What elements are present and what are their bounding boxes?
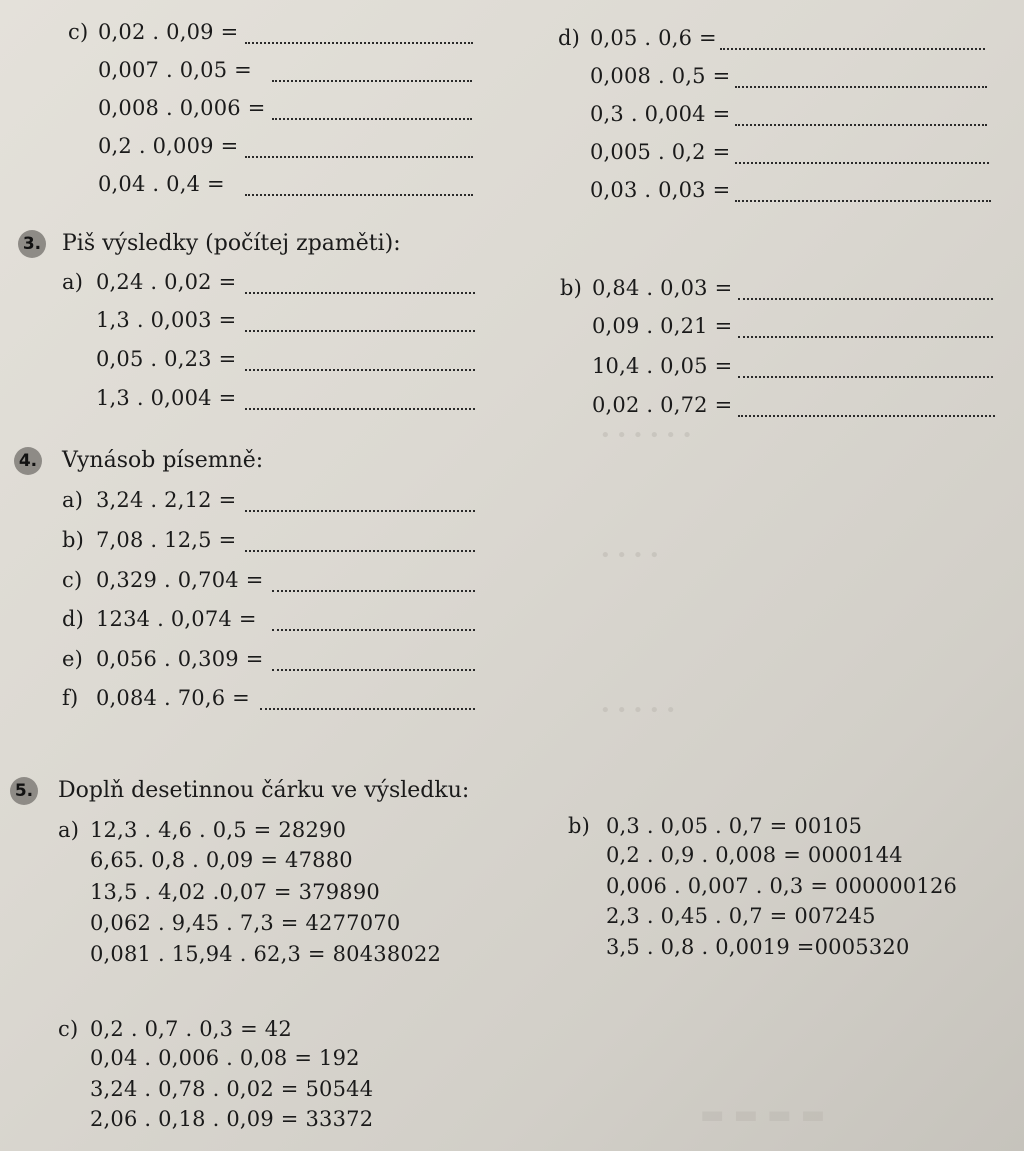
equation: 0,2 . 0,7 . 0,3 = 42 [90,1017,292,1041]
equation: 12,3 . 4,6 . 0,5 = 28290 [90,818,347,842]
answer-blank[interactable] [272,669,475,671]
equation: 13,5 . 4,02 .0,07 = 379890 [90,880,380,904]
part-b-label: b) [568,814,591,838]
problem: 0,005 . 0,2 = [590,140,731,164]
part-d-label: d) [558,26,581,50]
answer-blank[interactable] [272,590,475,592]
problem: 0,24 . 0,02 = [96,270,237,294]
problem: 0,007 . 0,05 = [98,58,252,82]
problem: 1234 . 0,074 = [96,607,257,631]
answer-blank[interactable] [245,369,475,371]
bleed-through-text: • • • • • [600,700,676,721]
answer-blank[interactable] [735,162,989,164]
answer-blank[interactable] [738,298,993,300]
exercise-title: Doplň desetinnou čárku ve výsledku: [58,778,470,803]
part-label: a) [62,488,84,512]
problem: 10,4 . 0,05 = [592,354,733,378]
answer-blank[interactable] [245,510,475,512]
part-label: e) [62,647,84,671]
problem: 0,3 . 0,004 = [590,102,731,126]
equation: 2,3 . 0,45 . 0,7 = 007245 [606,904,876,928]
answer-blank[interactable] [245,550,475,552]
bleed-through-text: • • • • • • [600,425,693,446]
part-label: f) [62,686,79,710]
problem: 1,3 . 0,003 = [96,308,237,332]
part-c-label: c) [58,1017,79,1041]
answer-blank[interactable] [245,292,475,294]
equation: 0,006 . 0,007 . 0,3 = 000000126 [606,874,958,898]
answer-blank[interactable] [245,42,473,44]
problem: 0,05 . 0,6 = [590,26,717,50]
problem: 0,329 . 0,704 = [96,568,264,592]
part-a-label: a) [62,270,84,294]
problem: 7,08 . 12,5 = [96,528,237,552]
exercise-number-badge: 3. [18,230,46,258]
problem: 0,02 . 0,72 = [592,393,733,417]
equation: 0,3 . 0,05 . 0,7 = 00105 [606,814,863,838]
problem: 0,03 . 0,03 = [590,178,731,202]
part-a-label: a) [58,818,80,842]
problem: 0,04 . 0,4 = [98,172,225,196]
answer-blank[interactable] [272,629,475,631]
answer-blank[interactable] [735,200,991,202]
equation: 2,06 . 0,18 . 0,09 = 33372 [90,1107,374,1131]
problem: 3,24 . 2,12 = [96,488,237,512]
exercise-title: Vynásob písemně: [62,448,264,473]
answer-blank[interactable] [738,376,993,378]
problem: 0,008 . 0,5 = [590,64,731,88]
equation: 0,04 . 0,006 . 0,08 = 192 [90,1046,360,1070]
answer-blank[interactable] [260,708,475,710]
part-b-label: b) [560,276,583,300]
part-label: d) [62,607,85,631]
problem: 0,084 . 70,6 = [96,686,250,710]
exercise-number-badge: 5. [10,777,38,805]
part-c-label: c) [68,20,89,44]
problem: 0,008 . 0,006 = [98,96,266,120]
problem: 0,09 . 0,21 = [592,314,733,338]
answer-blank[interactable] [245,408,475,410]
problem: 0,056 . 0,309 = [96,647,264,671]
bleed-through-text: ▬ ▬ ▬ ▬ [700,1100,826,1130]
answer-blank[interactable] [272,80,472,82]
answer-blank[interactable] [720,48,985,50]
exercise-title: Piš výsledky (počítej zpaměti): [62,231,401,256]
answer-blank[interactable] [245,330,475,332]
answer-blank[interactable] [735,124,987,126]
problem: 0,84 . 0,03 = [592,276,733,300]
answer-blank[interactable] [245,156,473,158]
answer-blank[interactable] [245,194,473,196]
answer-blank[interactable] [738,415,995,417]
part-label: b) [62,528,85,552]
problem: 1,3 . 0,004 = [96,386,237,410]
problem: 0,05 . 0,23 = [96,347,237,371]
answer-blank[interactable] [735,86,987,88]
bleed-through-text: • • • • [600,545,660,566]
equation: 3,24 . 0,78 . 0,02 = 50544 [90,1077,374,1101]
exercise-number-badge: 4. [14,447,42,475]
equation: 0,081 . 15,94 . 62,3 = 80438022 [90,942,442,966]
equation: 0,2 . 0,9 . 0,008 = 0000144 [606,843,903,867]
equation: 0,062 . 9,45 . 7,3 = 4277070 [90,911,401,935]
answer-blank[interactable] [738,336,993,338]
equation: 3,5 . 0,8 . 0,0019 =0005320 [606,935,910,959]
equation: 6,65. 0,8 . 0,09 = 47880 [90,848,353,872]
answer-blank[interactable] [272,118,472,120]
problem: 0,02 . 0,09 = [98,20,239,44]
part-label: c) [62,568,83,592]
problem: 0,2 . 0,009 = [98,134,239,158]
